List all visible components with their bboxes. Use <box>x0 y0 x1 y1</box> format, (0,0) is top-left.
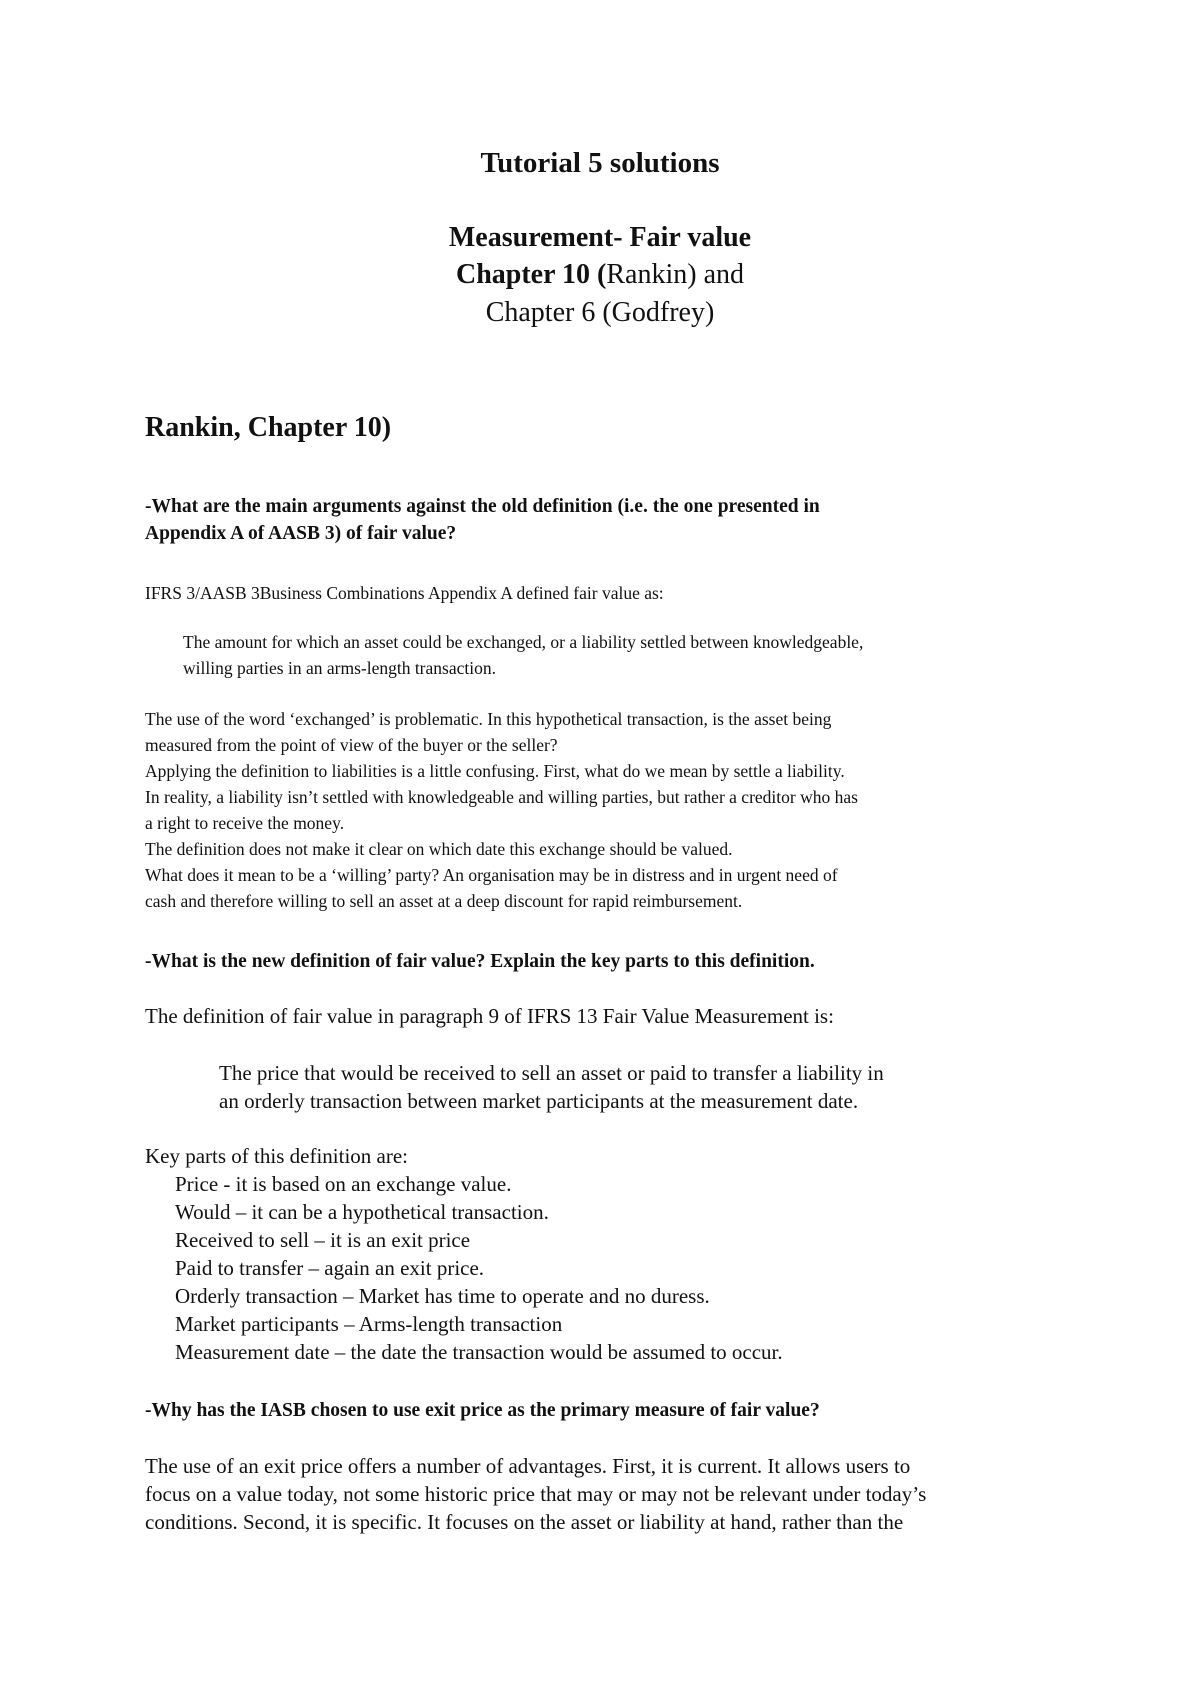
answer-line: The definition does not make it clear on which date this exchange should be valued. <box>145 839 733 859</box>
document-title: Tutorial 5 solutions <box>480 147 720 179</box>
question-1-answer <box>145 706 1065 914</box>
subtitle-chapter-rankin-rest: Rankin) and <box>606 259 744 290</box>
section-heading: Rankin, Chapter 10) <box>145 412 392 443</box>
question-1 <box>145 493 1065 547</box>
key-parts-list <box>145 1170 1065 1366</box>
old-definition-quote <box>183 629 1063 681</box>
subtitle-measurement: Measurement- Fair value <box>448 222 752 253</box>
answer-line: a right to receive the money. <box>145 813 345 833</box>
list-item: Market participants – Arms-length transaction <box>175 1312 563 1336</box>
new-definition-quote <box>219 1059 1039 1115</box>
old-definition-quote-line-1: The amount for which an asset could be exchanged, or a liability settled between knowledgeable, <box>183 632 864 652</box>
new-definition-quote-line-2: an orderly transaction between market participants at the measurement date. <box>219 1089 859 1113</box>
question-2: -What is the new definition of fair value? Explain the key parts to this definition. <box>145 951 815 972</box>
answer-line: Applying the definition to liabilities is a little confusing. First, what do we mean by settle a liability. <box>145 761 845 781</box>
list-item: Orderly transaction – Market has time to operate and no duress. <box>175 1284 710 1308</box>
answer-line: conditions. Second, it is specific. It focuses on the asset or liability at hand, rather than the <box>145 1510 904 1534</box>
subtitle-chapter-rankin-bold: Chapter 10 ( <box>455 259 607 290</box>
question-1-intro: IFRS 3/AASB 3Business Combinations Appendix A defined fair value as: <box>145 583 664 603</box>
list-item: Would – it can be a hypothetical transaction. <box>175 1200 549 1224</box>
key-parts-intro: Key parts of this definition are: <box>145 1144 409 1168</box>
question-2-intro: The definition of fair value in paragraph 9 of IFRS 13 Fair Value Measurement is: <box>145 1004 834 1028</box>
new-definition-quote-line-1: The price that would be received to sell an asset or paid to transfer a liability in <box>219 1061 884 1085</box>
answer-line: cash and therefore willing to sell an asset at a deep discount for rapid reimbursement. <box>145 891 743 911</box>
list-item: Paid to transfer – again an exit price. <box>175 1256 485 1280</box>
subtitle-chapter-rankin <box>0 259 1200 291</box>
list-item: Price - it is based on an exchange value. <box>175 1172 512 1196</box>
key-parts <box>145 1142 1065 1366</box>
list-item: Received to sell – it is an exit price <box>175 1228 471 1252</box>
question-3: -Why has the IASB chosen to use exit price as the primary measure of fair value? <box>145 1400 820 1421</box>
answer-line: The use of the word ‘exchanged’ is problematic. In this hypothetical transaction, is the asset being <box>145 709 832 729</box>
subtitle-chapter-godfrey: Chapter 6 (Godfrey) <box>485 297 715 328</box>
question-1-line-1: -What are the main arguments against the old definition (i.e. the one presented in <box>145 496 820 517</box>
list-item: Measurement date – the date the transaction would be assumed to occur. <box>175 1340 783 1364</box>
question-3-answer <box>145 1452 1065 1536</box>
question-1-line-2: Appendix A of AASB 3) of fair value? <box>145 523 457 544</box>
answer-line: measured from the point of view of the buyer or the seller? <box>145 735 558 755</box>
answer-line: focus on a value today, not some historic price that may or may not be relevant under today’s <box>145 1482 927 1506</box>
old-definition-quote-line-2: willing parties in an arms-length transaction. <box>183 658 496 678</box>
answer-line: What does it mean to be a ‘willing’ party? An organisation may be in distress and in urgent need of <box>145 865 838 885</box>
answer-line: The use of an exit price offers a number of advantages. First, it is current. It allows users to <box>145 1454 911 1478</box>
answer-line: In reality, a liability isn’t settled with knowledgeable and willing parties, but rather a creditor who has <box>145 787 858 807</box>
